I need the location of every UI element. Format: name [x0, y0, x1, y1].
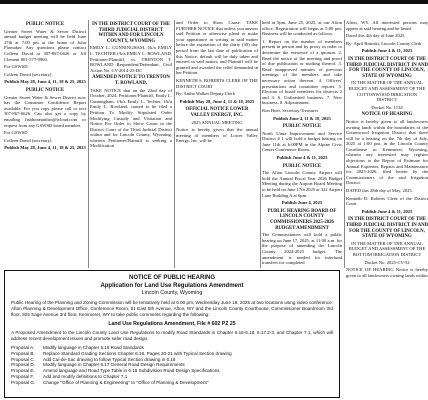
column-4 — [262, 20, 342, 268]
proposal-text: Add and modify definitions to Chapter 7.1 — [43, 373, 128, 379]
publish-dates: Publish June 4 & 11, 2025 — [361, 48, 413, 54]
hearing-subtitle: Application for Land Use Regulations Amendment — [100, 283, 244, 289]
proposal-key: Proposal D. — [11, 362, 36, 368]
publish-dates: Publish May 28, June 4, 11, 18 & 25, 2025 — [4, 79, 86, 85]
proposal-text: Replace Standard Grading Sections Chapter 6.16, Pages 20-21 with Typical Section drawing — [43, 350, 232, 356]
hearing-location: Lincoln County, Wyoming — [141, 290, 203, 296]
notice-body: held at 5pm, June 25, 2025, at our Afton office. Registration will begin at 5:00 pm. Business will be conducted as follows. — [262, 20, 342, 37]
proposal-key: Proposal B. — [11, 350, 35, 356]
notice-signature: Colleen David (secretary) — [4, 71, 52, 77]
hearing-subheading: Land Use Regulations Amendment, File # 602 PZ 25 — [108, 321, 236, 327]
proposal-key: Proposal E. — [11, 368, 35, 374]
agenda-items: 1. Report on the number of members present in person and by proxy in order to determine the existence of a quorum. 2. Read the notice of the meeting and proof of due publication or mailing thereof. 3. Read unapproved minutes of previous meetings of the members and take necessary action thereon. 4. Officers' presentations and committee reports. 5. Election of board members for districts 2 and 3. 6. Unfinished business. 7. New business. 8. Adjournment. — [262, 38, 342, 106]
proposal-text: Amend language and Road Type Table in 6.18 Subdivision Road Design Specifications — [43, 368, 220, 374]
notice-body: The Commissioners will hold a public hearing on June 17, 2025, at 11:00 a.m. for the purpose of amending the Lincoln County 2024-2025 budget. The amendment is needed for interfund transfers for completed — [262, 232, 342, 266]
hearing-body: Public Hearing of the Planning and Zoning Commission will be tentatively held at 6:00 pm, Wednesday June 18, 2025 at two locations using video conference: Afton Planning & Development Office, Conference Room, 61 East 5th Avenue, Afton, WY and the Lincoln County Courthouse, Commissioner Boardroom 3rd floor, 925 Sage Avenue 3rd floor, Kemmerer, WY to take public comments regarding the following: — [11, 300, 333, 317]
notice-body: Notice is hereby given to all landowners owning lands within the boundaries of the Cottonwood Irrigation District that there will be a hearing on the 7th day of July, 2025 at 1:00 pm, in the Lincoln County Courthouse in Kemmerer, Wyoming, wherein any interested may register objections to the Report of Estimate for Annual Expenses, Repairs and Maintenance for 2025-2026, filed herein by the Commissioners of the said Irrigation District. — [346, 118, 428, 186]
notice-body: The Afton Lincoln County Airport will hold the Annual Fiscal Year 2026 Budget Meeting during the Airport Board Meeting to be held on June 17th 2025 at 322 Airport Lane Building A at 6pm. — [262, 170, 342, 198]
notice-title: PUBLIC NOTICE — [25, 87, 65, 93]
notice-title: PUBLIC NOTICE — [282, 163, 322, 169]
publish-dates: Publish June 4 & 11, 2025 — [361, 208, 413, 214]
notice-body: Greater Sweet Water & Sewer District now has the Consumer Confidence Report available. For you copy please call or text 307-867-6626. Can also get a copy by emailing fishboneanthro@icloud.com or request from any GSWSD board member. — [4, 94, 86, 128]
docket-number: Docket No. 1134 — [371, 104, 403, 110]
case-parties: EMILY L. CUNNINGHAM, f/k/a EMILY L. TECHTER f/k/a EMILY L. ROWLAND, Petitioner/Plaintiff, vs. TRENTON T. ROWLAND Respondent/Defendant. Civil Action No. CV-2014-25-DC — [90, 45, 172, 73]
notice-subtitle: 2025 ANNUAL MEETING — [191, 119, 243, 125]
clerk-signature: Kenneth D. Roberts Clerk of the District Court — [346, 195, 428, 207]
proposal-key: Proposal G. — [11, 379, 36, 385]
notice-body: Greater Sweet Water & Sewer District annual budget meeting will be held June 27th at 7:00 pm at the home of John Flomaker. Any questions please contact Colleen David at 307-867-6626 or Jill Clement 801-577-9960. — [4, 28, 86, 62]
publish-dates: Publish May 28, June 4, 11, 18 & 25, 2025 — [4, 145, 86, 151]
publish-dates: Publish May 28, June 4, 11 & 18, 2025 — [179, 98, 255, 104]
proposal-key: Proposal F. — [11, 373, 34, 379]
case-matter: IN THE MATTER OF THE ANNUAL BUDGET AND ASSESSMENT OF THE COTTONWOOD IRRIGATION DISTRICT — [348, 80, 426, 103]
publish-dates: Publish June 4, 2025 — [281, 200, 323, 206]
notice-body: Notice is hereby given that the annual meeting of members of Lower Valley Energy, Inc. will be — [176, 127, 258, 144]
proposal-text: Change "Office of Planning & Engineering" to "Office of Planning & Development" — [43, 379, 209, 385]
publish-dates: Publish June 4 & 11, 2025 — [276, 155, 328, 161]
notice-for: For GSWSD — [4, 64, 28, 70]
notice-title: PUBLIC NOTICE — [282, 124, 322, 130]
proposal-key: Proposal C. — [11, 356, 36, 362]
notice-body: TAKE NOTICE that on the 22nd day of October, 2024, Petitioner/Plaintiff, Emily L. Cunningham, f/k/a Emily L. Techter, f/k/a Emily L. Rowland, caused to be filed a Petition To Modify Stipulated Order Modifying Custody and Visitation and Notice For Order to Show Cause in the District Court of the Third Judicial District within and for Lincoln County, Wyoming, wherein Petitioner/Plaintiff is seeking a Modification — [90, 87, 172, 149]
notice-addressee: AMENDED NOTICE TO TRENTON T. ROWLAND, — [92, 75, 170, 86]
clerk-signature: KENNETH S. ROBERTS CLERK OF THE DISTRICT COURT — [176, 77, 258, 89]
proposal-text: Modify language in Chapter 6.16 Road Standards — [43, 345, 144, 350]
notice-title: PUBLIC NOTICE — [25, 22, 65, 27]
court-heading: IN THE DISTRICT COURT OF THE THIRD JUDICIAL DISTRICT WITHIN AND FOR LINCOLN COUNTY, WYOMING — [91, 22, 171, 44]
notice-date: DATED this 28th day of May, 2025. — [346, 188, 413, 194]
proposal-text: Modify language in Chapter 6.17 General Road Design Requirements — [43, 362, 185, 368]
notice-signature: Colleen David (secretary) — [4, 137, 52, 143]
notice-heading: NOTICE OF HEARING — [361, 112, 413, 118]
top-rule — [0, 0, 428, 4]
column-1 — [4, 20, 86, 268]
column-3 — [176, 20, 258, 268]
proposal-text: Add Cul-de-Sac drawing to follow Typical Section drawing in 6.16 — [43, 356, 176, 362]
deputy-signature: By: Antha Walker Deputy Clerk — [176, 91, 235, 97]
hearing-body-2: A Proposed Amendment to the Lincoln County Land Use Regulations to modify Road Standards in Chapter 6.16-6.18, 6.17.2-3, and Chapter 7.1, which will address recent development issues and promote safer road design. — [11, 330, 333, 341]
notice-body: NOTICE OF HEARING Notice is hereby given to all landowners owning lands within — [346, 267, 428, 278]
notice-title: OFFICIAL NOTICE LOWER VALLEY ENERGY, INC. — [185, 107, 249, 118]
notice-date: Dated this 4th day of June 2025. — [346, 33, 406, 39]
notice-body: and Order to Show Cause. TAKE FURTHER NOTICE that unless you answer said Petition or otherwise plead or make your appearance in writing in said matter before the expiration of the thirty (30) day period from the last date of publication of this Notice, default will be duly taken and entered in said matter, and Plaintiff will be granted and awarded the relief demanded in her Petition. — [176, 20, 258, 76]
proposal-list — [11, 345, 333, 386]
docket-number: Docket No. 2025-CV-52 — [364, 259, 410, 265]
case-matter: IN THE MATTER OF THE ANNUAL BUDGET AND ASSESSMENT OF THE BOTTOM IRRIGATION DISTRICT — [348, 240, 426, 257]
court-heading: IN THE DISTRICT COURT OF THE THIRD JUDICIAL DISTRICT IN AND FOR THE COUNTY OF LINCOLN, STATE OF WYOMING — [346, 56, 428, 79]
notice-body: North Uinta Improvement and Service District # 1 will hold a budget hearing on June 11th at 6:00PM in the Alpine Civic Center Conference Room. — [262, 130, 342, 153]
notice-for: For GSWSD — [4, 130, 28, 136]
notice-signature: By: April Brunski, Lincoln County Clerk — [346, 40, 422, 46]
proposal-key: Proposal A. — [11, 345, 35, 350]
hearing-title: NOTICE OF PUBLIC HEARING — [128, 275, 215, 281]
notice-title: PUBLIC HEARING BOARD OF LINCOLN COUNTY COMMISSIONERS 2025-2026 BUDGET AMENDMENT — [267, 208, 337, 231]
court-heading: IN THE DISTRICT COURT OF THE THIRD JUDICIAL DISTRICT IN AND FOR THE COUNTY OF LINCOLN, STATE OF WYOMING — [346, 217, 428, 240]
publish-dates: Publish June 4, 11 & 18, 2025 — [273, 115, 331, 121]
notice-signature: Ron Hoer, Secretary/Treasurer — [262, 107, 319, 113]
column-2 — [90, 20, 172, 268]
column-5 — [346, 20, 428, 278]
public-hearing-notice-box — [4, 270, 340, 398]
proposal-item — [11, 380, 333, 386]
notice-body: Afton, WY. All interested persons may appear at said hearing and be heard. — [346, 20, 428, 31]
